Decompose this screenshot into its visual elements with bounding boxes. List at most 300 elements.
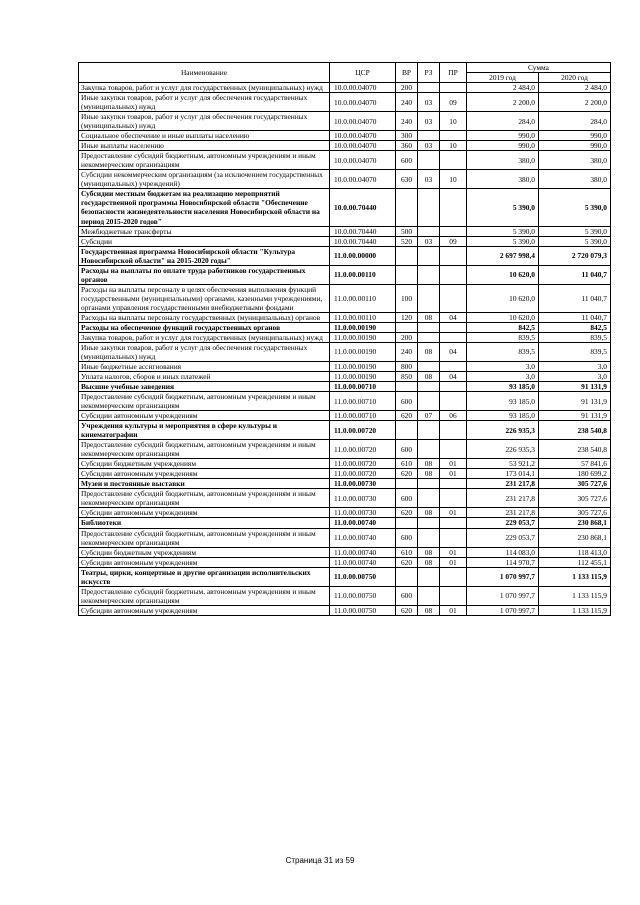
row-pr bbox=[440, 567, 467, 586]
row-sum-2020: 2 200,0 bbox=[539, 93, 611, 112]
row-rz: 08 bbox=[418, 557, 440, 567]
row-sum-2019: 229 053,7 bbox=[467, 528, 539, 547]
row-sum-2020: 3,0 bbox=[539, 372, 611, 382]
row-pr bbox=[440, 528, 467, 547]
row-sum-2019: 10 620,0 bbox=[467, 312, 539, 322]
row-name: Предоставление субсидий бюджетным, автономным учреждениям и иным некоммерческим организациям bbox=[79, 586, 330, 605]
row-sum-2019: 990,0 bbox=[467, 131, 539, 141]
table-row bbox=[79, 83, 611, 93]
row-csr: 10.0.00.70440 bbox=[330, 226, 396, 236]
row-name: Библиотеки bbox=[79, 518, 330, 528]
row-csr: 11.0.00.00720 bbox=[330, 440, 396, 459]
row-rz: 08 bbox=[418, 372, 440, 382]
row-rz bbox=[418, 361, 440, 371]
row-name: Субсидии автономным учреждениям bbox=[79, 469, 330, 479]
row-name: Театры, цирки, концертные и другие организации исполнительских искусств bbox=[79, 567, 330, 586]
header-pr: ПР bbox=[440, 63, 467, 83]
row-name: Субсидии местным бюджетам на реализацию мероприятий государственной программы Новосибирской области "Обеспечение безопасности жизнедеятельности населения Новосибирской области на период 2015-2020 годов" bbox=[79, 189, 330, 226]
table-row bbox=[79, 170, 611, 189]
table-row bbox=[79, 246, 611, 265]
row-name: Государственная программа Новосибирской области "Культура Новосибирской области" на 2015-2020 годы" bbox=[79, 246, 330, 265]
table-row bbox=[79, 141, 611, 151]
row-rz: 08 bbox=[418, 605, 440, 615]
row-vr: 620 bbox=[396, 411, 418, 421]
row-sum-2019: 842,5 bbox=[467, 322, 539, 332]
row-name: Расходы на обеспечение функций государственных органов bbox=[79, 322, 330, 332]
row-vr bbox=[396, 189, 418, 226]
row-vr: 630 bbox=[396, 170, 418, 189]
row-vr: 610 bbox=[396, 547, 418, 557]
row-sum-2019: 10 620,0 bbox=[467, 265, 539, 284]
row-rz bbox=[418, 131, 440, 141]
row-vr bbox=[396, 322, 418, 332]
row-csr: 11.0.00.00710 bbox=[330, 382, 396, 392]
row-sum-2020: 2 720 079,3 bbox=[539, 246, 611, 265]
row-rz: 03 bbox=[418, 112, 440, 131]
row-sum-2019: 839,5 bbox=[467, 342, 539, 361]
row-sum-2019: 3,0 bbox=[467, 361, 539, 371]
row-pr: 10 bbox=[440, 112, 467, 131]
row-sum-2019: 53 921,2 bbox=[467, 459, 539, 469]
row-name: Субсидии бюджетным учреждениям bbox=[79, 547, 330, 557]
row-rz bbox=[418, 226, 440, 236]
row-name: Закупка товаров, работ и услуг для государственных (муниципальных) нужд bbox=[79, 332, 330, 342]
row-sum-2019: 380,0 bbox=[467, 170, 539, 189]
row-vr: 240 bbox=[396, 112, 418, 131]
row-sum-2019: 5 390,0 bbox=[467, 226, 539, 236]
row-sum-2019: 1 070 997,7 bbox=[467, 586, 539, 605]
row-name: Субсидии bbox=[79, 236, 330, 246]
row-csr: 11.0.00.00190 bbox=[330, 332, 396, 342]
table-row bbox=[79, 226, 611, 236]
row-sum-2019: 3,0 bbox=[467, 372, 539, 382]
table-row bbox=[79, 332, 611, 342]
row-sum-2020: 11 040,7 bbox=[539, 312, 611, 322]
row-sum-2019: 114 970,7 bbox=[467, 557, 539, 567]
row-sum-2020: 380,0 bbox=[539, 151, 611, 170]
row-rz bbox=[418, 265, 440, 284]
row-pr: 01 bbox=[440, 469, 467, 479]
row-vr: 360 bbox=[396, 141, 418, 151]
row-sum-2020: 5 390,0 bbox=[539, 236, 611, 246]
row-sum-2020: 305 727,6 bbox=[539, 489, 611, 508]
header-year-2019: 2019 год bbox=[467, 73, 539, 83]
row-pr: 10 bbox=[440, 170, 467, 189]
row-name: Иные бюджетные ассигнования bbox=[79, 361, 330, 371]
row-sum-2019: 226 935,3 bbox=[467, 421, 539, 440]
row-name: Субсидии автономным учреждениям bbox=[79, 411, 330, 421]
row-sum-2020: 2 484,0 bbox=[539, 83, 611, 93]
row-sum-2020: 839,5 bbox=[539, 342, 611, 361]
row-sum-2020: 842,5 bbox=[539, 322, 611, 332]
row-name: Расходы на выплаты персоналу государственных (муниципальных) органов bbox=[79, 312, 330, 322]
row-csr: 11.0.00.00740 bbox=[330, 528, 396, 547]
row-sum-2020: 5 390,0 bbox=[539, 189, 611, 226]
row-csr: 11.0.00.00750 bbox=[330, 567, 396, 586]
row-sum-2020: 91 131,9 bbox=[539, 382, 611, 392]
row-csr: 11.0.00.00720 bbox=[330, 469, 396, 479]
row-pr bbox=[440, 440, 467, 459]
row-sum-2020: 91 131,9 bbox=[539, 411, 611, 421]
row-rz: 07 bbox=[418, 411, 440, 421]
row-name: Иные выплаты населению bbox=[79, 141, 330, 151]
row-csr: 11.0.00.00730 bbox=[330, 489, 396, 508]
row-pr: 04 bbox=[440, 342, 467, 361]
row-vr: 120 bbox=[396, 312, 418, 322]
row-sum-2020: 305 727,6 bbox=[539, 479, 611, 489]
row-rz: 03 bbox=[418, 170, 440, 189]
row-name: Предоставление субсидий бюджетным, автономным учреждениям и иным некоммерческим организациям bbox=[79, 151, 330, 170]
row-pr: 09 bbox=[440, 236, 467, 246]
row-pr: 01 bbox=[440, 508, 467, 518]
row-name: Иные закупки товаров, работ и услуг для обеспечения государственных (муниципальных) нужд bbox=[79, 93, 330, 112]
row-sum-2019: 10 620,0 bbox=[467, 284, 539, 312]
row-csr: 10.0.00.04070 bbox=[330, 83, 396, 93]
row-sum-2019: 5 390,0 bbox=[467, 189, 539, 226]
table-row bbox=[79, 112, 611, 131]
row-sum-2020: 1 133 115,9 bbox=[539, 605, 611, 615]
row-vr: 500 bbox=[396, 226, 418, 236]
row-pr bbox=[440, 586, 467, 605]
row-sum-2020: 1 133 115,9 bbox=[539, 586, 611, 605]
row-sum-2020: 284,0 bbox=[539, 112, 611, 131]
row-sum-2019: 229 053,7 bbox=[467, 518, 539, 528]
row-sum-2020: 11 040,7 bbox=[539, 284, 611, 312]
table-row bbox=[79, 322, 611, 332]
row-pr bbox=[440, 189, 467, 226]
row-vr bbox=[396, 567, 418, 586]
row-vr: 100 bbox=[396, 284, 418, 312]
row-sum-2020: 238 540,8 bbox=[539, 421, 611, 440]
row-csr: 10.0.00.04070 bbox=[330, 131, 396, 141]
row-pr bbox=[440, 392, 467, 411]
row-vr: 240 bbox=[396, 342, 418, 361]
row-pr: 06 bbox=[440, 411, 467, 421]
row-vr: 800 bbox=[396, 361, 418, 371]
row-csr: 11.0.00.00110 bbox=[330, 284, 396, 312]
row-name: Расходы на выплаты по оплате труда работников государственных органов bbox=[79, 265, 330, 284]
header-year-2020: 2020 год bbox=[539, 73, 611, 83]
row-pr bbox=[440, 246, 467, 265]
row-sum-2020: 839,5 bbox=[539, 332, 611, 342]
row-name: Субсидии некоммерческим организациям (за исключением государственных (муниципальных) учреждений) bbox=[79, 170, 330, 189]
table-body bbox=[79, 83, 611, 616]
row-vr: 600 bbox=[396, 440, 418, 459]
table-row bbox=[79, 342, 611, 361]
row-name: Высшие учебные заведения bbox=[79, 382, 330, 392]
row-vr: 300 bbox=[396, 131, 418, 141]
row-sum-2020: 118 413,0 bbox=[539, 547, 611, 557]
budget-table-container bbox=[78, 62, 610, 616]
row-sum-2020: 1 133 115,9 bbox=[539, 567, 611, 586]
row-csr: 11.0.00.00740 bbox=[330, 557, 396, 567]
row-csr: 10.0.00.04070 bbox=[330, 170, 396, 189]
row-sum-2019: 93 185,0 bbox=[467, 382, 539, 392]
row-sum-2019: 284,0 bbox=[467, 112, 539, 131]
table-row bbox=[79, 93, 611, 112]
row-rz bbox=[418, 567, 440, 586]
row-vr: 610 bbox=[396, 459, 418, 469]
row-pr bbox=[440, 361, 467, 371]
row-vr bbox=[396, 246, 418, 265]
row-csr: 11.0.00.00750 bbox=[330, 605, 396, 615]
header-sum: Сумма bbox=[467, 63, 611, 73]
row-vr bbox=[396, 518, 418, 528]
row-vr: 520 bbox=[396, 236, 418, 246]
table-row bbox=[79, 518, 611, 528]
row-name: Социальное обеспечение и иные выплаты населению bbox=[79, 131, 330, 141]
row-rz bbox=[418, 332, 440, 342]
row-sum-2020: 11 040,7 bbox=[539, 265, 611, 284]
row-pr: 01 bbox=[440, 557, 467, 567]
table-row bbox=[79, 557, 611, 567]
table-row bbox=[79, 361, 611, 371]
row-pr: 09 bbox=[440, 93, 467, 112]
row-rz bbox=[418, 151, 440, 170]
table-row bbox=[79, 440, 611, 459]
row-csr: 10.0.00.70440 bbox=[330, 189, 396, 226]
table-row bbox=[79, 312, 611, 322]
row-csr: 10.0.00.04070 bbox=[330, 141, 396, 151]
table-row bbox=[79, 459, 611, 469]
row-sum-2019: 839,5 bbox=[467, 332, 539, 342]
row-rz bbox=[418, 83, 440, 93]
row-csr: 11.0.00.00000 bbox=[330, 246, 396, 265]
row-pr bbox=[440, 265, 467, 284]
table-row bbox=[79, 151, 611, 170]
row-name: Уплата налогов, сборов и иных платежей bbox=[79, 372, 330, 382]
row-rz bbox=[418, 440, 440, 459]
row-name: Расходы на выплаты персоналу в целях обеспечения выполнения функций государственными (муниципальными) органами, казенными учреждениями, органами управления государственными внебюджетными фондами bbox=[79, 284, 330, 312]
row-vr: 620 bbox=[396, 508, 418, 518]
row-name: Субсидии бюджетным учреждениям bbox=[79, 459, 330, 469]
row-pr bbox=[440, 83, 467, 93]
row-vr: 620 bbox=[396, 557, 418, 567]
row-vr bbox=[396, 479, 418, 489]
row-pr bbox=[440, 131, 467, 141]
row-pr bbox=[440, 489, 467, 508]
row-name: Музеи и постоянные выставки bbox=[79, 479, 330, 489]
row-sum-2019: 231 217,8 bbox=[467, 508, 539, 518]
row-pr bbox=[440, 322, 467, 332]
row-sum-2019: 231 217,8 bbox=[467, 479, 539, 489]
row-sum-2019: 5 390,0 bbox=[467, 236, 539, 246]
row-csr: 11.0.00.00740 bbox=[330, 518, 396, 528]
row-pr bbox=[440, 151, 467, 170]
row-name: Субсидии автономным учреждениям bbox=[79, 557, 330, 567]
row-vr: 600 bbox=[396, 489, 418, 508]
row-name: Закупка товаров, работ и услуг для государственных (муниципальных) нужд bbox=[79, 83, 330, 93]
row-sum-2019: 173 014,1 bbox=[467, 469, 539, 479]
row-rz: 03 bbox=[418, 236, 440, 246]
row-rz bbox=[418, 586, 440, 605]
row-sum-2019: 226 935,3 bbox=[467, 440, 539, 459]
row-csr: 11.0.00.00110 bbox=[330, 312, 396, 322]
row-sum-2019: 114 083,0 bbox=[467, 547, 539, 557]
budget-table bbox=[78, 62, 611, 616]
row-pr bbox=[440, 226, 467, 236]
table-row bbox=[79, 508, 611, 518]
row-csr: 11.0.00.00190 bbox=[330, 372, 396, 382]
row-rz bbox=[418, 392, 440, 411]
row-name: Субсидии автономным учреждениям bbox=[79, 508, 330, 518]
header-name: Наименование bbox=[79, 63, 330, 83]
row-sum-2019: 231 217,8 bbox=[467, 489, 539, 508]
row-rz: 08 bbox=[418, 342, 440, 361]
row-name: Субсидии автономным учреждениям bbox=[79, 605, 330, 615]
row-sum-2020: 230 868,1 bbox=[539, 528, 611, 547]
row-name: Межбюджетные трансферты bbox=[79, 226, 330, 236]
row-pr: 01 bbox=[440, 547, 467, 557]
table-row bbox=[79, 421, 611, 440]
table-row bbox=[79, 392, 611, 411]
table-row bbox=[79, 469, 611, 479]
table-row bbox=[79, 411, 611, 421]
table-row bbox=[79, 547, 611, 557]
row-sum-2020: 3,0 bbox=[539, 361, 611, 371]
row-sum-2020: 5 390,0 bbox=[539, 226, 611, 236]
row-csr: 11.0.00.00110 bbox=[330, 265, 396, 284]
table-row bbox=[79, 372, 611, 382]
row-rz: 08 bbox=[418, 459, 440, 469]
row-sum-2020: 238 540,8 bbox=[539, 440, 611, 459]
row-csr: 11.0.00.00730 bbox=[330, 508, 396, 518]
row-sum-2020: 380,0 bbox=[539, 170, 611, 189]
row-rz bbox=[418, 189, 440, 226]
row-pr: 01 bbox=[440, 459, 467, 469]
table-row bbox=[79, 131, 611, 141]
row-vr: 200 bbox=[396, 83, 418, 93]
row-pr: 04 bbox=[440, 312, 467, 322]
row-csr: 11.0.00.00190 bbox=[330, 342, 396, 361]
row-pr bbox=[440, 518, 467, 528]
row-rz bbox=[418, 382, 440, 392]
row-name: Предоставление субсидий бюджетным, автономным учреждениям и иным некоммерческим организациям bbox=[79, 489, 330, 508]
row-vr bbox=[396, 421, 418, 440]
row-vr: 620 bbox=[396, 605, 418, 615]
table-row bbox=[79, 567, 611, 586]
row-rz: 03 bbox=[418, 141, 440, 151]
row-sum-2019: 1 070 997,7 bbox=[467, 567, 539, 586]
row-vr: 850 bbox=[396, 372, 418, 382]
row-vr: 600 bbox=[396, 586, 418, 605]
row-vr bbox=[396, 382, 418, 392]
row-csr: 10.0.00.04070 bbox=[330, 112, 396, 131]
table-row bbox=[79, 605, 611, 615]
row-rz bbox=[418, 322, 440, 332]
row-sum-2020: 180 699,2 bbox=[539, 469, 611, 479]
row-csr: 11.0.00.00730 bbox=[330, 479, 396, 489]
row-rz bbox=[418, 421, 440, 440]
row-pr bbox=[440, 284, 467, 312]
row-rz bbox=[418, 528, 440, 547]
row-name: Иные закупки товаров, работ и услуг для обеспечения государственных (муниципальных) нужд bbox=[79, 112, 330, 131]
row-pr bbox=[440, 421, 467, 440]
row-sum-2019: 93 185,0 bbox=[467, 411, 539, 421]
row-pr: 04 bbox=[440, 372, 467, 382]
row-csr: 11.0.00.00720 bbox=[330, 421, 396, 440]
row-vr: 600 bbox=[396, 151, 418, 170]
row-rz: 08 bbox=[418, 469, 440, 479]
row-sum-2020: 112 455,1 bbox=[539, 557, 611, 567]
row-sum-2020: 230 868,1 bbox=[539, 518, 611, 528]
row-sum-2020: 91 131,9 bbox=[539, 392, 611, 411]
row-csr: 11.0.00.00740 bbox=[330, 547, 396, 557]
row-sum-2019: 1 070 997,7 bbox=[467, 605, 539, 615]
row-pr bbox=[440, 479, 467, 489]
row-csr: 10.0.00.04070 bbox=[330, 93, 396, 112]
row-csr: 11.0.00.00710 bbox=[330, 411, 396, 421]
row-vr: 600 bbox=[396, 528, 418, 547]
row-rz: 08 bbox=[418, 312, 440, 322]
row-sum-2019: 380,0 bbox=[467, 151, 539, 170]
row-pr: 10 bbox=[440, 141, 467, 151]
row-rz: 08 bbox=[418, 508, 440, 518]
row-sum-2019: 990,0 bbox=[467, 141, 539, 151]
table-row bbox=[79, 265, 611, 284]
row-pr: 01 bbox=[440, 605, 467, 615]
row-rz bbox=[418, 489, 440, 508]
row-csr: 11.0.00.00190 bbox=[330, 322, 396, 332]
row-csr: 10.0.00.04070 bbox=[330, 151, 396, 170]
row-rz bbox=[418, 518, 440, 528]
row-rz bbox=[418, 479, 440, 489]
row-rz bbox=[418, 284, 440, 312]
row-sum-2020: 57 841,6 bbox=[539, 459, 611, 469]
row-sum-2020: 305 727,6 bbox=[539, 508, 611, 518]
row-vr bbox=[396, 265, 418, 284]
row-sum-2019: 93 185,0 bbox=[467, 392, 539, 411]
row-vr: 620 bbox=[396, 469, 418, 479]
row-rz: 03 bbox=[418, 93, 440, 112]
row-sum-2019: 2 697 998,4 bbox=[467, 246, 539, 265]
row-sum-2019: 2 484,0 bbox=[467, 83, 539, 93]
table-row bbox=[79, 489, 611, 508]
table-row bbox=[79, 382, 611, 392]
table-row bbox=[79, 284, 611, 312]
row-sum-2019: 2 200,0 bbox=[467, 93, 539, 112]
row-pr bbox=[440, 382, 467, 392]
row-vr: 240 bbox=[396, 93, 418, 112]
row-pr bbox=[440, 332, 467, 342]
row-vr: 600 bbox=[396, 392, 418, 411]
row-rz bbox=[418, 246, 440, 265]
row-csr: 11.0.00.00750 bbox=[330, 586, 396, 605]
table-row bbox=[79, 586, 611, 605]
row-rz: 08 bbox=[418, 547, 440, 557]
row-csr: 11.0.00.00720 bbox=[330, 459, 396, 469]
row-sum-2020: 990,0 bbox=[539, 131, 611, 141]
row-csr: 10.0.00.70440 bbox=[330, 236, 396, 246]
row-csr: 11.0.00.00710 bbox=[330, 392, 396, 411]
table-row bbox=[79, 479, 611, 489]
table-row bbox=[79, 528, 611, 547]
header-rz: РЗ bbox=[418, 63, 440, 83]
row-name: Предоставление субсидий бюджетным, автономным учреждениям и иным некоммерческим организациям bbox=[79, 528, 330, 547]
row-name: Учреждения культуры и мероприятия в сфере культуры и кинематографии bbox=[79, 421, 330, 440]
row-name: Предоставление субсидий бюджетным, автономным учреждениям и иным некоммерческим организациям bbox=[79, 392, 330, 411]
page-footer: Страница 31 из 59 bbox=[285, 856, 355, 865]
table-row bbox=[79, 189, 611, 226]
header-vr: ВР bbox=[396, 63, 418, 83]
row-name: Предоставление субсидий бюджетным, автономным учреждениям и иным некоммерческим организациям bbox=[79, 440, 330, 459]
row-vr: 200 bbox=[396, 332, 418, 342]
row-csr: 11.0.00.00190 bbox=[330, 361, 396, 371]
table-row bbox=[79, 236, 611, 246]
row-name: Иные закупки товаров, работ и услуг для обеспечения государственных (муниципальных) нужд bbox=[79, 342, 330, 361]
header-csr: ЦСР bbox=[330, 63, 396, 83]
row-sum-2020: 990,0 bbox=[539, 141, 611, 151]
